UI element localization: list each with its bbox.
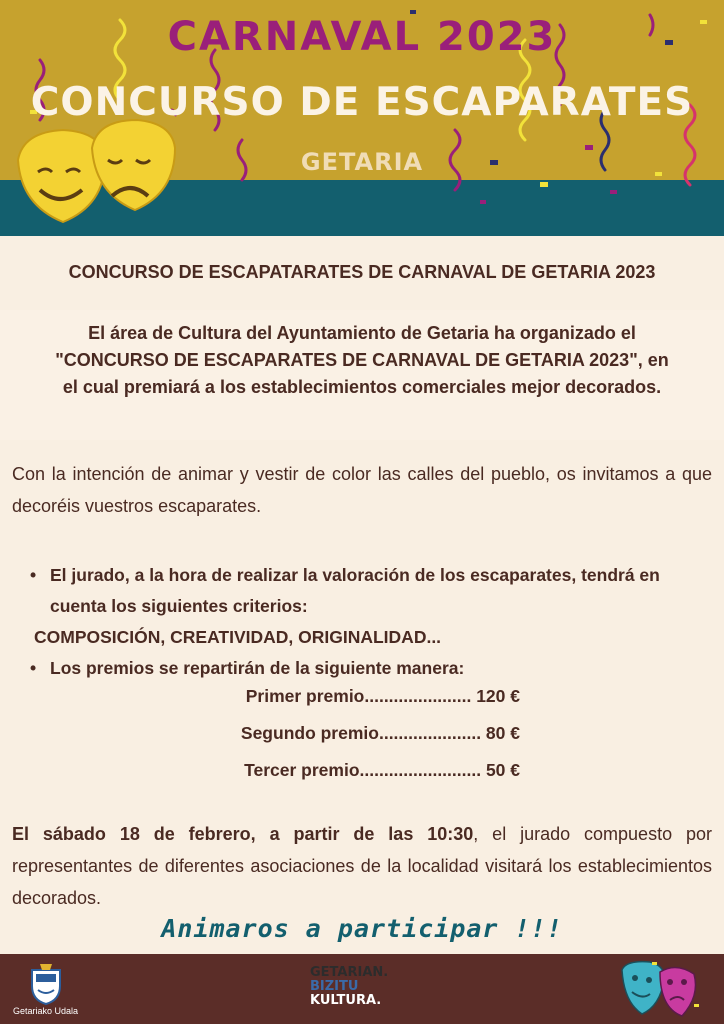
list-item — [28, 560, 718, 622]
brand-line-1: GETARIAN. — [310, 965, 389, 980]
date-bold: El sábado 18 de febrero, a partir de las 10:30 — [12, 824, 474, 844]
invitation-paragraph: Con la intención de animar y vestir de color las calles del pueblo, os invitamos a que decoréis vuestros escaparates. — [12, 464, 712, 516]
intro-text — [0, 320, 724, 401]
prizes-intro: Los premios se repartirán de la siguiente manera: — [50, 658, 465, 678]
header-banner — [0, 0, 724, 236]
criteria-list — [28, 560, 718, 684]
footer — [0, 954, 724, 1024]
list-item — [28, 653, 718, 684]
bullet: • — [30, 658, 37, 678]
main-heading: CONCURSO DE ESCAPATARATES DE CARNAVAL DE GETARIA 2023 — [68, 262, 656, 282]
brand-logo — [310, 966, 430, 1008]
date-rest: , el jurado compuesto por representantes de diferentes asociaciones de la localidad visitará los establecimientos decorados. — [12, 824, 712, 908]
criteria-text: COMPOSICIÓN, CREATIVIDAD, ORIGINALIDAD... — [34, 627, 442, 647]
header-title: CARNAVAL 2023 — [167, 14, 557, 60]
brand-line-2: BIZITU — [310, 979, 359, 994]
bullet: • — [30, 565, 37, 585]
date-paragraph — [12, 818, 712, 914]
prize-third: Tercer premio......................... 50 € — [244, 760, 520, 780]
prize-first: Primer premio...................... 120 € — [245, 686, 520, 706]
town-crest-icon — [26, 960, 66, 1006]
intro-line-2: "CONCURSO DE ESCAPARATES DE CARNAVAL DE GETARIA 2023", en — [55, 350, 669, 370]
header-place: GETARIA — [300, 148, 424, 176]
prize-second: Segundo premio..................... 80 € — [240, 723, 520, 743]
call-to-action: Animaros a participar !!! — [161, 914, 563, 943]
intro-line-3: el cual premiará a los establecimientos comerciales mejor decorados. — [62, 377, 662, 397]
intro-line-1: El área de Cultura del Ayuntamiento de Getaria ha organizado el — [88, 323, 636, 343]
jury-line-2: cuenta los siguientes criterios: — [50, 596, 308, 616]
town-label: Getariako Udala — [13, 1006, 79, 1016]
jury-line-1: El jurado, a la hora de realizar la valoración de los escaparates, tendrá en — [50, 565, 660, 585]
brand-line-3: KULTURA. — [310, 993, 382, 1008]
theatre-masks-icon — [618, 958, 702, 1020]
header-subtitle: CONCURSO DE ESCAPARATES — [30, 80, 694, 125]
